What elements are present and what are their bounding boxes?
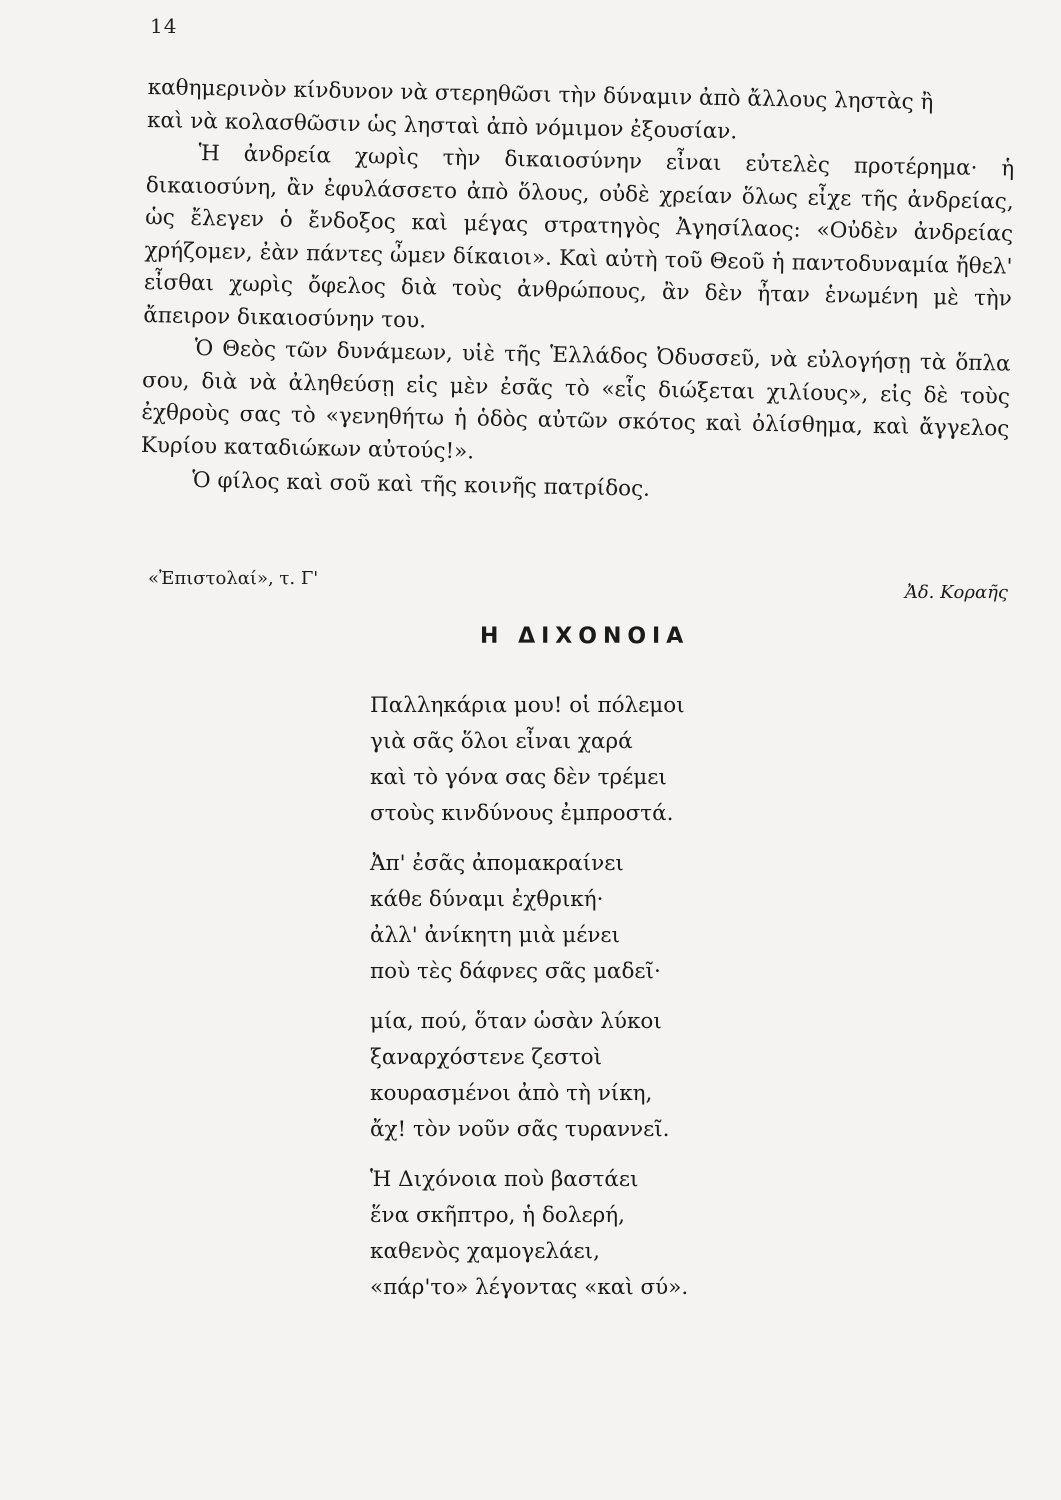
- poem-line: ξαναρχόστενε ζεστοὶ: [370, 1045, 603, 1070]
- poem-title: Η ΔΙΧΟΝΟΙΑ: [480, 624, 690, 649]
- poem-line: γιὰ σᾶς ὅλοι εἶναι χαρά: [370, 729, 633, 754]
- poem-line: «πάρ'το» λέγοντας «καὶ σύ».: [370, 1275, 689, 1300]
- author-name: Ἀδ. Κοραῆς: [904, 582, 1008, 603]
- poem-line: καθενὸς χαμογελάει,: [370, 1239, 600, 1264]
- poem-line: Ἀπ' ἐσᾶς ἀπομακραίνει: [370, 851, 624, 876]
- poem-line: ἕνα σκῆπτρο, ἡ δολερή,: [370, 1203, 625, 1228]
- prose-paragraph: Ἡ ἀνδρεία χωρὶς τὴν δικαιοσύνην εἶναι εὐτελὲς προτέρημα· ἡ δικαιοσύνη, ἂν ἐφυλάσσετο ἀπὸ ὅλους, οὐδὲ χρείαν ὅλως εἶχε τῆς ἀνδρείας, ὡς ἔλεγεν ὁ ἔνδοξος καὶ μέγας στρατηγὸς Ἀγησίλαος: «Οὐδὲν ἀνδρείας χρήζομεν, ἐὰν πάντες ὦμεν δίκαιοι». Καὶ αὐτὴ τοῦ Θεοῦ ἡ παντοδυναμία ἤθελ' εἶσθαι χωρὶς ὄφελος διὰ τοὺς ἀνθρώπους, ἂν δὲν ἦταν ἑνωμένη μὲ τὴν ἄπειρον δικαιοσύνην του.: [143, 140, 1015, 333]
- stanza: [370, 1004, 688, 1148]
- page-number: 14: [150, 14, 178, 38]
- signoff: Ὁ φίλος καὶ σοῦ καὶ τῆς κοινῆς πατρίδος.: [191, 467, 651, 502]
- stanza: [370, 1162, 688, 1306]
- poem-line: Παλληκάρια μου! οἱ πόλεμοι: [370, 693, 685, 718]
- stanza: [370, 846, 688, 990]
- poem-line: καὶ τὸ γόνα σας δὲν τρέμει: [370, 765, 667, 790]
- poem-line: ποὺ τὲς δάφνες σᾶς μαδεῖ·: [370, 959, 661, 984]
- source-reference: «Ἐπιστολαί», τ. Γ': [148, 568, 319, 589]
- poem-line: κάθε δύναμι ἐχθρική·: [370, 887, 604, 912]
- poem-line: μία, πού, ὅταν ὡσὰν λύκοι: [370, 1009, 662, 1034]
- stanza: [370, 688, 688, 832]
- poem-line: στοὺς κινδύνους ἐμπροστά.: [370, 801, 674, 826]
- poem-line: ἄχ! τὸν νοῦν σᾶς τυραννεῖ.: [370, 1117, 670, 1142]
- prose-line: καὶ νὰ κολασθῶσιν ὡς λησταὶ ἀπὸ νόμιμον ἐξουσίαν.: [146, 107, 738, 144]
- prose-section: [140, 72, 1016, 513]
- poem-line: κουρασμένοι ἀπὸ τὴ νίκη,: [370, 1081, 653, 1106]
- prose-paragraph: Ὁ Θεὸς τῶν δυνάμεων, υἱὲ τῆς Ἑλλάδος Ὀδυσσεῦ, νὰ εὐλογήσῃ τὰ ὅπλα σου, διὰ νὰ ἀληθεύσῃ εἰς μὲν ἐσᾶς τὸ «εἷς διώξεται χιλίους», εἰς δὲ τοὺς ἐχθροὺς σας τὸ «γενηθήτω ἡ ὁδὸς αὐτῶν σκότος καὶ ὀλίσθημα, καὶ ἄγγελος Κυρίου καταδιώκων αὐτούς!».: [140, 335, 1011, 464]
- citation: [148, 568, 1008, 603]
- poem-line: ἀλλ' ἀνίκητη μιὰ μένει: [370, 923, 620, 948]
- poem: [370, 688, 688, 1320]
- prose-line: καθημερινὸν κίνδυνον νὰ στερηθῶσι τὴν δύναμιν ἀπὸ ἄλλους ληστὰς ἢ: [147, 74, 934, 116]
- poem-line: Ἡ Διχόνοια ποὺ βαστάει: [370, 1167, 639, 1192]
